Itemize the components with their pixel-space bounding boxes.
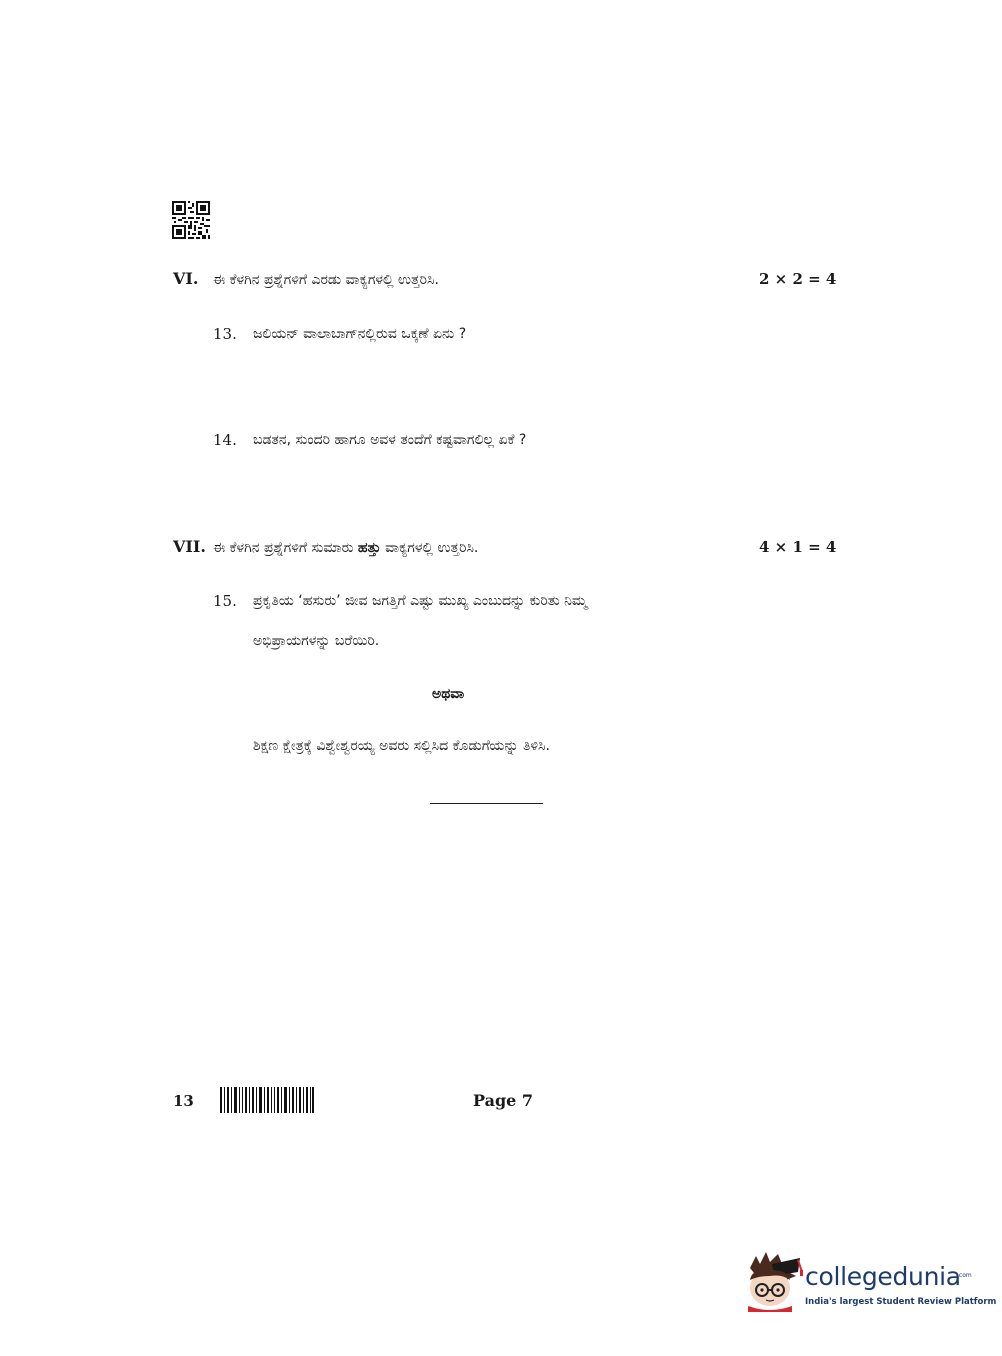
barcode-icon [220,1087,314,1113]
question-number: 14. [213,431,237,449]
or-label: ಅಥವಾ [432,686,465,702]
section-instruction: ಈ ಕೆಳಗಿನ ಪ್ರಶ್ನೆಗಳಿಗೆ ಸುಮಾರು ಹತ್ತು ವಾಕ್ಯಗಳಲ್ಲಿ ಉತ್ತರಿಸಿ. [213,540,479,556]
watermark-brand: collegedunia [805,1262,961,1291]
page-number: Page 7 [473,1091,534,1110]
paper-code: 13 [173,1092,194,1110]
question-text-line: ಪ್ರಕೃತಿಯ ‘ಹಸುರು’ ಜೀವ ಜಗತ್ತಿಗೆ ಎಷ್ಟು ಮುಖ್ಯ ಎಂಬುದನ್ನು ಕುರಿತು ನಿಮ್ಮ [253,593,588,609]
collegedunia-mascot-logo [742,1250,804,1312]
section-marks: 4 × 1 = 4 [759,538,837,556]
qr-code-icon [172,201,210,239]
question-number: 13. [213,325,237,343]
section-marks: 2 × 2 = 4 [759,270,837,288]
question-text: ಜಲಿಯನ್ ವಾಲಾಬಾಗ್‌ನಲ್ಲಿರುವ ಒಕ್ಕಣೆ ಏನು ? [253,326,467,342]
section-number: VI. [173,269,199,288]
watermark-domain: .com [957,1272,972,1279]
question-text: ಬಡತನ, ಸುಂದರಿ ಹಾಗೂ ಅವಳ ತಂದೆಗೆ ಕಷ್ಟವಾಗಲಿಲ್ಲ ಏಕೆ ? [253,432,527,448]
watermark-tagline: India's largest Student Review Platform [805,1297,997,1307]
end-rule [430,803,543,804]
emphasis-word: ಹತ್ತು [357,540,381,556]
question-text-line: ಅಭಿಪ್ರಾಯಗಳನ್ನು ಬರೆಯಿರಿ. [253,633,380,649]
section-number: VII. [173,537,206,556]
question-number: 15. [213,592,237,610]
alternative-question-text: ಶಿಕ್ಷಣ ಕ್ಷೇತ್ರಕ್ಕೆ ವಿಶ್ವೇಶ್ವರಯ್ಯ ಅವರು ಸಲ್ಲಿಸಿದ ಕೊಡುಗೆಯನ್ನು ತಿಳಿಸಿ. [253,738,550,754]
section-instruction: ಈ ಕೆಳಗಿನ ಪ್ರಶ್ನೆಗಳಿಗೆ ಎರಡು ವಾಕ್ಯಗಳಲ್ಲಿ ಉತ್ತರಿಸಿ. [213,272,439,288]
